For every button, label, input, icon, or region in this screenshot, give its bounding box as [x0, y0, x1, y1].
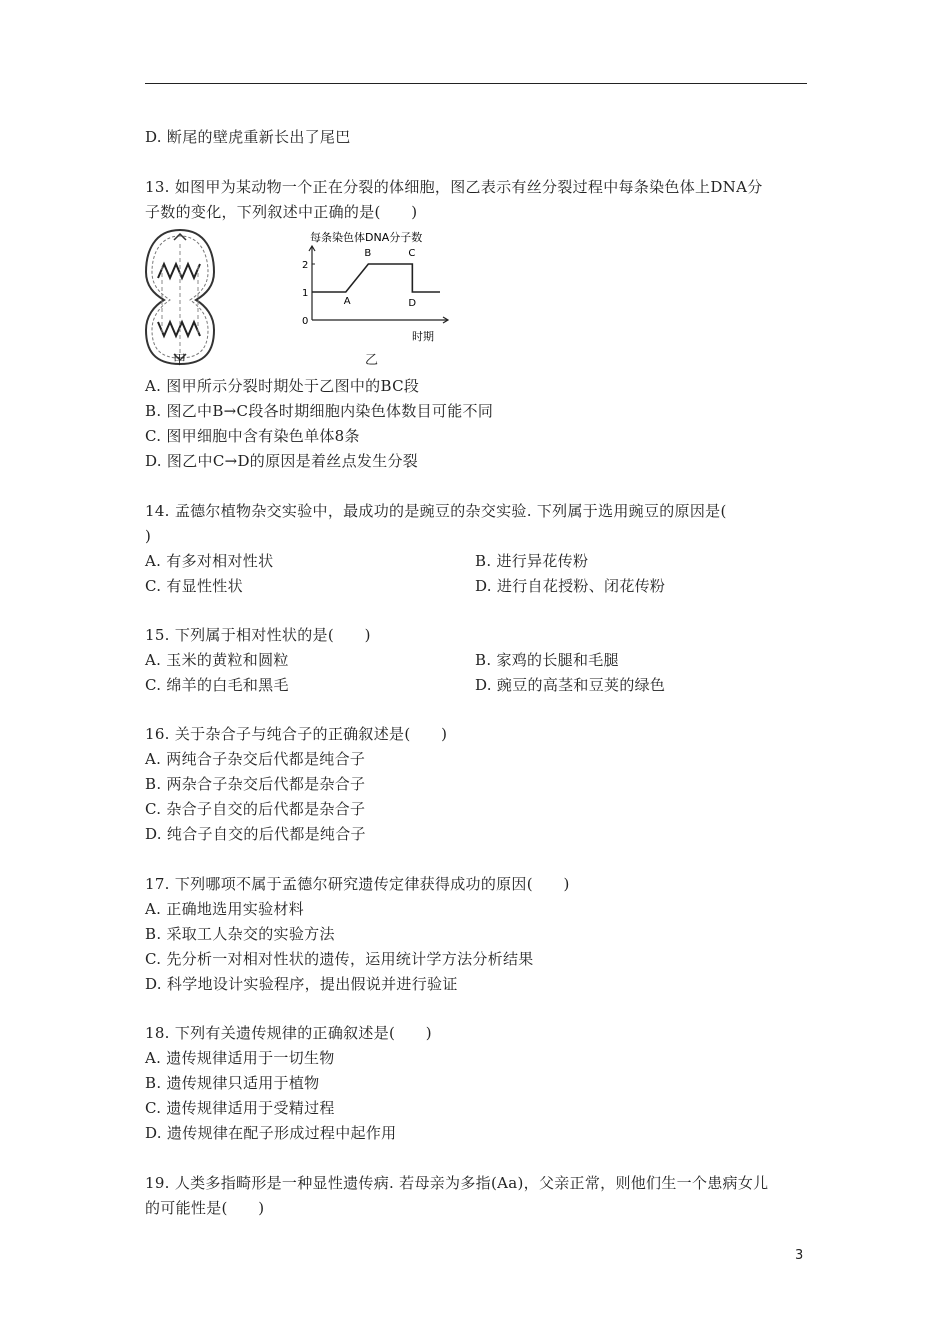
q15-option-a: A. 玉米的黄粒和圆粒 — [145, 651, 289, 669]
q16-stem: 16. 关于杂合子与纯合子的正确叙述是( ) — [145, 725, 448, 743]
chart-y-tick-label: 0 — [302, 316, 309, 327]
q13-stem-line2: 子数的变化，下列叙述中正确的是( ) — [145, 203, 418, 221]
chart-point-label-a: A — [343, 296, 351, 307]
page-number: 3 — [795, 1248, 804, 1263]
q19-stem-line1: 19. 人类多指畸形是一种显性遗传病. 若母亲为多指(Aa)，父亲正常，则他们生一个患病女儿 — [145, 1174, 769, 1192]
q14-option-b: B. 进行异花传粉 — [475, 552, 589, 570]
chart-ylabel: 每条染色体DNA分子数 — [310, 231, 423, 244]
q13-option-b: B. 图乙中B→C段各时期细胞内染色体数目可能不同 — [145, 402, 494, 420]
q16-option-b: B. 两杂合子杂交后代都是杂合子 — [145, 775, 366, 793]
q15-option-c: C. 绵羊的白毛和黑毛 — [145, 676, 289, 694]
figure-jia-cell — [140, 226, 220, 371]
q17-stem: 17. 下列哪项不属于孟德尔研究遗传定律获得成功的原因( ) — [145, 875, 570, 893]
q16-option-a: A. 两纯合子杂交后代都是纯合子 — [145, 750, 366, 768]
figure-yi-label: 乙 — [365, 353, 379, 368]
chart-series-line — [312, 264, 440, 292]
header-rule — [145, 83, 807, 84]
chart-y-tick-label: 1 — [302, 288, 309, 299]
q13-stem-line1: 13. 如图甲为某动物一个正在分裂的体细胞，图乙表示有丝分裂过程中每条染色体上DNA分 — [145, 178, 763, 196]
q12-option-d: D. 断尾的壁虎重新长出了尾巴 — [145, 128, 351, 146]
chart-y-tick-label: 2 — [302, 260, 309, 271]
q19-stem-line2: 的可能性是( ) — [145, 1199, 265, 1217]
chart-point-label-b: B — [364, 248, 372, 259]
q14-stem-line1: 14. 孟德尔植物杂交实验中，最成功的是豌豆的杂交实验. 下列属于选用豌豆的原因是( — [145, 502, 727, 520]
q14-option-a: A. 有多对相对性状 — [145, 552, 274, 570]
q16-option-c: C. 杂合子自交的后代都是杂合子 — [145, 800, 366, 818]
q18-stem: 18. 下列有关遗传规律的正确叙述是( ) — [145, 1024, 432, 1042]
chart-xlabel: 时期 — [412, 330, 434, 343]
q18-option-d: D. 遗传规律在配子形成过程中起作用 — [145, 1124, 397, 1142]
q15-stem: 15. 下列属于相对性状的是( ) — [145, 626, 371, 644]
q14-stem-line2: ) — [145, 527, 152, 545]
q13-option-d: D. 图乙中C→D的原因是着丝点发生分裂 — [145, 452, 419, 470]
q14-option-d: D. 进行自花授粉、闭花传粉 — [475, 577, 666, 595]
q14-option-c: C. 有显性性状 — [145, 577, 243, 595]
q17-option-d: D. 科学地设计实验程序，提出假说并进行验证 — [145, 975, 458, 993]
chart-point-label-d: D — [408, 298, 417, 309]
q13-option-c: C. 图甲细胞中含有染色单体8条 — [145, 427, 360, 445]
q18-option-b: B. 遗传规律只适用于植物 — [145, 1074, 320, 1092]
q17-option-b: B. 采取工人杂交的实验方法 — [145, 925, 335, 943]
q15-option-d: D. 豌豆的高茎和豆荚的绿色 — [475, 676, 666, 694]
q17-option-c: C. 先分析一对相对性状的遗传，运用统计学方法分析结果 — [145, 950, 534, 968]
q18-option-a: A. 遗传规律适用于一切生物 — [145, 1049, 335, 1067]
q13-option-a: A. 图甲所示分裂时期处于乙图中的BC段 — [145, 377, 420, 395]
chart-point-label-c: C — [408, 248, 416, 259]
figure-yi-chart — [290, 228, 460, 350]
q15-option-b: B. 家鸡的长腿和毛腿 — [475, 651, 619, 669]
q18-option-c: C. 遗传规律适用于受精过程 — [145, 1099, 335, 1117]
q17-option-a: A. 正确地选用实验材料 — [145, 900, 304, 918]
q16-option-d: D. 纯合子自交的后代都是纯合子 — [145, 825, 366, 843]
figure-jia-label: 甲 — [173, 353, 187, 368]
